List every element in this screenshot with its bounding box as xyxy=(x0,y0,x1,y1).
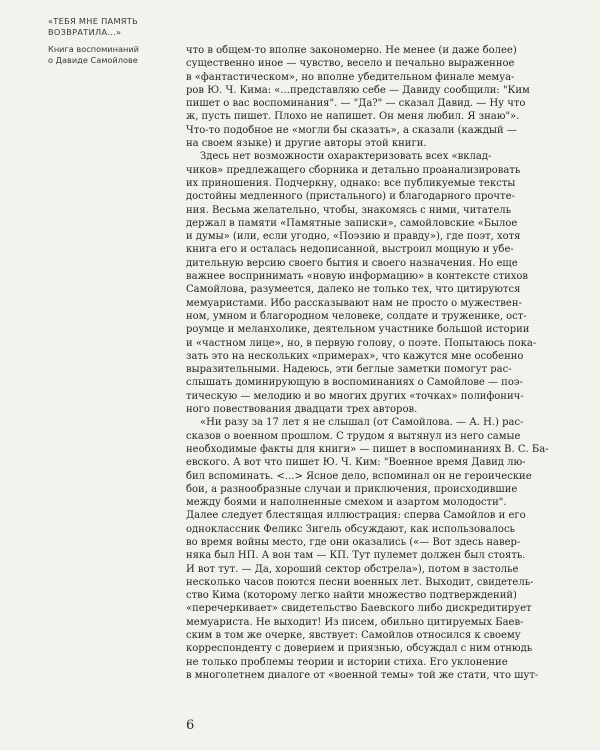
book-title-line-1: «ТЕБЯ МНЕ ПАМЯТЬ xyxy=(48,16,139,26)
page-number: 6 xyxy=(186,718,195,733)
text-line: бил вспоминать. <...> Ясное дело, вспоминал он не героические xyxy=(186,470,532,482)
body-text xyxy=(186,44,558,682)
text-line: роумце и меланхолике, деятельном участнике большой истории xyxy=(186,324,530,336)
text-line: бои, а разнообразные случаи и приключения, происходившие xyxy=(186,483,518,495)
text-line: ж, пусть пишет. Плохо не напишет. Он меня любил. Я знаю"». xyxy=(186,111,520,123)
text-line: ским в том же очерке, явствует: Самойлов относился к своему xyxy=(186,630,521,642)
text-line: корреспонденту с доверием и приязнью, обсуждал с ним отнюдь xyxy=(186,643,533,655)
text-line: в «фантастическом», но вполне убедительном финале мемуа- xyxy=(186,71,515,83)
text-line: существенно иное — чувство, весело и печально выраженное xyxy=(186,58,515,70)
text-line: тическую — мелодию и во многих других «точках» полифонич- xyxy=(186,390,524,402)
text-line: книга его и осталась недописанной, выстроил мощную и убе- xyxy=(186,244,514,256)
text-line: Что-то подобное не «могли бы сказать», а сказали (каждый — xyxy=(186,124,517,136)
text-line: что в общем-то вполне закономерно. Не менее (и даже более) xyxy=(186,45,517,56)
text-line: чиков» предлежащего сборника и детально проанализировать xyxy=(186,164,521,176)
text-line: евского. А вот что пишет Ю. Ч. Ким: "Военное время Давид лю- xyxy=(186,457,526,469)
text-line: держал в памяти «Памятные записки», самойловские «Былое xyxy=(186,217,518,229)
running-header xyxy=(48,16,168,66)
text-line: ном, умном и благородном человеке, солдате и труженике, ост- xyxy=(186,310,527,322)
text-line: «Ни разу за 17 лет я не слышал (от Самойлова. — А. Н.) рас- xyxy=(200,417,524,429)
text-line: дительную версию своего бытия и своего назначения. Но еще xyxy=(186,257,518,269)
text-line: Самойлова, разумеется, далеко не только тех, что цитируются xyxy=(186,284,521,296)
text-line: ния. Весьма желательно, чтобы, знакомясь с ними, читатель xyxy=(186,204,512,216)
text-line: ство Кима (которому легко найти множество подтверждений) xyxy=(186,590,517,602)
text-line: их приношения. Подчеркну, однако: все публикуемые тексты xyxy=(186,177,516,189)
text-line: Здесь нет возможности охарактеризовать всех «вклад- xyxy=(200,151,492,163)
text-line: одноклассник Феликс Зигель обсуждают, как использовалось xyxy=(186,523,515,535)
text-line: няка был НП. А вон там — КП. Тут пулемет должен был стоять. xyxy=(186,550,526,562)
text-line: и «частном лице», но, в первую голову, о поэте. Попытаюсь пока- xyxy=(186,337,537,349)
text-line: выразительными. Надеюсь, эти беглые заметки помогут рас- xyxy=(186,364,512,376)
text-line: необходимые факты для книги» — пишет в воспоминаниях В. С. Ба- xyxy=(186,443,549,455)
text-line: пишет о вас воспоминания". — "Да?" — сказал Давид. — Ну что xyxy=(186,98,526,110)
text-line: между боями и наполненные смехом и азартом молодости". xyxy=(186,497,507,509)
text-line: на своем языке) и другие авторы этой книги. xyxy=(186,138,427,150)
text-line: зать это на нескольких «примерах», что кажутся мне особенно xyxy=(186,350,524,362)
text-line: слышать доминирующую в воспоминаниях о Самойлове — поэ- xyxy=(186,377,523,389)
text-line: ров Ю. Ч. Кима: «...представляю себе — Давиду сообщили: "Ким xyxy=(186,84,530,96)
text-line: не только проблемы теории и истории стиха. Его уклонение xyxy=(186,656,508,668)
text-line: во время войны место, где они оказались («— Вот здесь навер- xyxy=(186,536,521,548)
text-line: важнее воспринимать «новую информацию» в контексте стихов xyxy=(186,271,529,283)
book-subtitle-line-1: Книга воспоминаний xyxy=(48,44,139,54)
book-subtitle-line-2: о Давиде Самойлове xyxy=(48,55,138,65)
text-line: сказов о военном прошлом. С трудом я вытянул из него самые xyxy=(186,430,521,442)
text-line: и думы» (или, если угодно, «Поэзию и правду»), где поэт, хотя xyxy=(186,231,521,243)
text-line: Далее следует блестящая иллюстрация: сперва Самойлов и его xyxy=(186,510,526,522)
text-line: мемуаристами. Ибо рассказывают нам не просто о мужествен- xyxy=(186,297,522,309)
text-line: «перечеркивает» свидетельство Баевского либо дискредитирует xyxy=(186,603,532,615)
text-line: несколько часов поются песни военных лет. Выходит, свидетель- xyxy=(186,576,534,588)
text-line: мемуариста. Не выходит! Из писем, обильно цитируемых Баев- xyxy=(186,616,524,628)
text-line: достойны медленного (пристального) и благодарного прочте- xyxy=(186,191,515,203)
book-title-line-2: ВОЗВРАТИЛА...» xyxy=(48,27,122,37)
text-line: ного повествования двадцати трех авторов. xyxy=(186,404,418,416)
text-line: в многолетнем диалоге от «военной темы» той же стати, что шут- xyxy=(186,669,539,681)
text-line: И вот тут. — Да, хороший сектор обстрела»), потом в застолье xyxy=(186,563,519,575)
